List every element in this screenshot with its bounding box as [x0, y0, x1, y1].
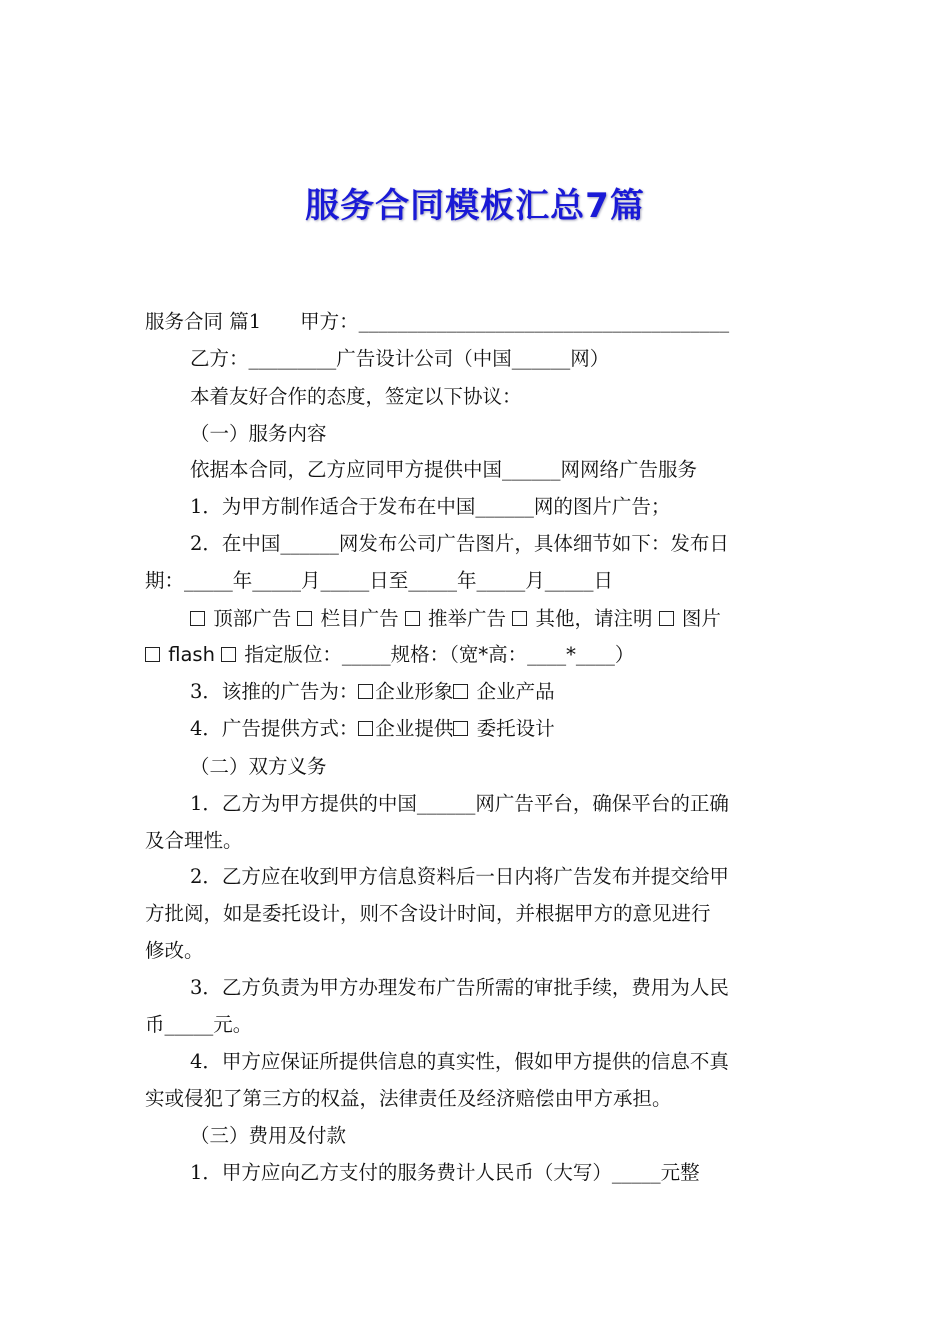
item-label: 4．广告提供方式：: [190, 717, 359, 740]
item-3-1: 1．甲方应向乙方支付的服务费计人民币（大写）_____元整: [190, 1161, 700, 1184]
section-2-heading: （二）双方义务: [190, 755, 327, 778]
checkbox: [358, 684, 373, 699]
item-1-2: 2．在中国______网发布公司广告图片，具体细节如下：发布日: [190, 532, 729, 555]
option-label: 指定版位：_____规格：（宽*高：____*____）: [244, 643, 635, 666]
option-label: 推举广告: [428, 607, 507, 630]
option-label: 企业提供: [375, 717, 454, 740]
checkbox: [453, 721, 468, 736]
section-1-heading: （一）服务内容: [190, 422, 327, 445]
document-title: 服务合同模板汇总7篇: [305, 186, 645, 226]
checkbox: [297, 611, 312, 626]
item-1-1: 1．为甲方制作适合于发布在中国______网的图片广告；: [190, 495, 671, 518]
paragraph: 依据本合同，乙方应同甲方提供中国______网网络广告服务: [190, 458, 698, 481]
item-1-4: [190, 716, 555, 742]
ad-format-options: [145, 642, 634, 668]
checkbox: [659, 611, 674, 626]
option-label: 其他，请注明: [535, 607, 653, 630]
option-label: 图片: [681, 607, 721, 630]
item-label: 3．该推的广告为：: [190, 680, 359, 703]
contract-heading-party-a: 服务合同 篇1 甲方：______________________________________: [145, 310, 730, 333]
item-2-2-cont2: 修改。: [145, 939, 204, 962]
item-1-2-cont: 期：_____年_____月_____日至_____年_____月_____日: [145, 569, 614, 592]
checkbox: [512, 611, 527, 626]
item-2-2: 2．乙方应在收到甲方信息资料后一日内将广告发布并提交给甲: [190, 865, 729, 888]
item-2-1-cont: 及合理性。: [145, 829, 243, 852]
item-2-4-cont: 实或侵犯了第三方的权益，法律责任及经济赔偿由甲方承担。: [145, 1087, 672, 1110]
checkbox: [190, 611, 205, 626]
item-1-3: [190, 679, 555, 705]
option-label: 栏目广告: [320, 607, 399, 630]
option-label: 企业产品: [476, 680, 555, 703]
preamble: 本着友好合作的态度，签定以下协议：: [190, 385, 522, 408]
checkbox: [145, 647, 160, 662]
document-title-wrap: [0, 176, 950, 229]
item-2-2-cont: 方批阅，如是委托设计，则不含设计时间，并根据甲方的意见进行: [145, 902, 711, 925]
option-label: 顶部广告: [213, 607, 292, 630]
party-b-line: 乙方：_________广告设计公司（中国______网）: [190, 347, 610, 370]
item-2-3-cont: 币_____元。: [145, 1013, 253, 1036]
ad-position-options: [190, 606, 721, 632]
option-label: flash: [168, 643, 215, 666]
item-2-3: 3．乙方负责为甲方办理发布广告所需的审批手续，费用为人民: [190, 976, 729, 999]
checkbox: [221, 647, 236, 662]
option-label: 委托设计: [476, 717, 555, 740]
checkbox: [453, 684, 468, 699]
item-2-1: 1．乙方为甲方提供的中国______网广告平台，确保平台的正确: [190, 792, 729, 815]
section-3-heading: （三）费用及付款: [190, 1124, 347, 1147]
checkbox: [358, 721, 373, 736]
item-2-4: 4．甲方应保证所提供信息的真实性，假如甲方提供的信息不真: [190, 1050, 729, 1073]
checkbox: [405, 611, 420, 626]
option-label: 企业形象: [375, 680, 454, 703]
